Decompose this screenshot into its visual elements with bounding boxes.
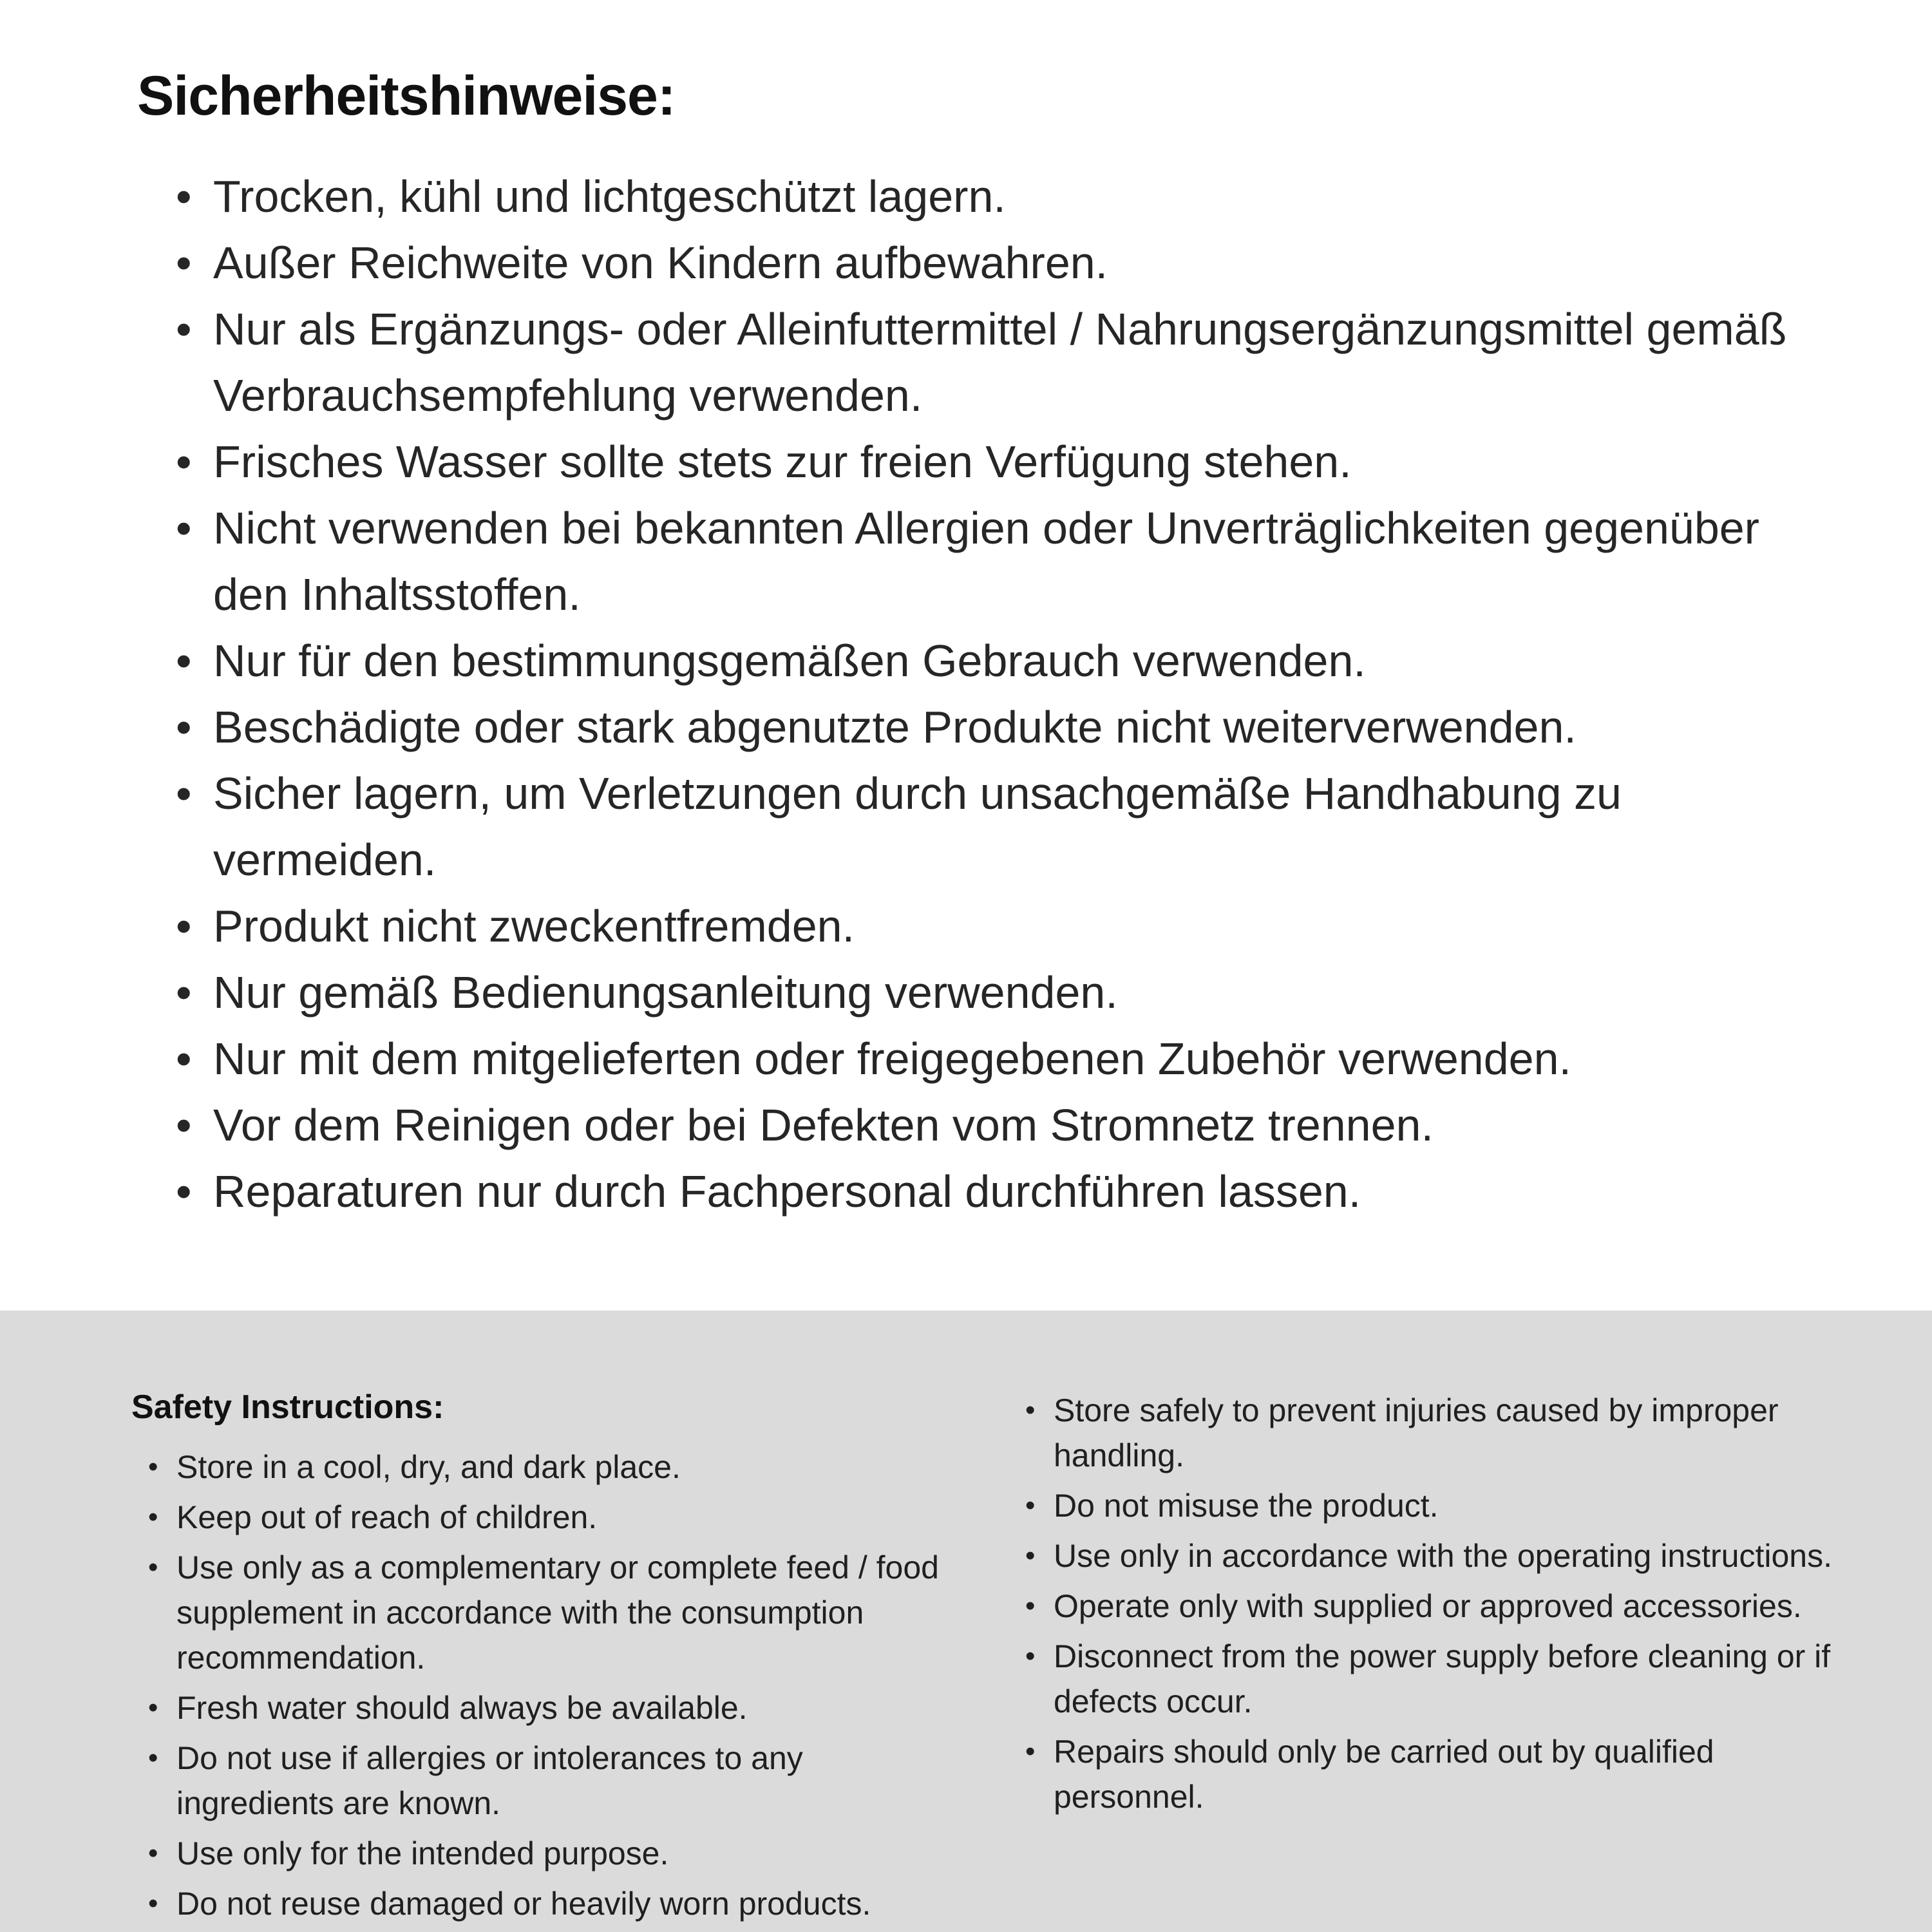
- english-safety-list-right: [1025, 1388, 1842, 1819]
- english-safety-item: • Use only as a complementary or complete feed / food supplement in accordance with the consumption recommendation.: [148, 1545, 948, 1680]
- german-safety-item: • Vor dem Reinigen oder bei Defekten vom Stromnetz trennen.: [176, 1092, 1816, 1159]
- english-safety-item: • Repairs should only be carried out by qualified personnel.: [1025, 1729, 1842, 1819]
- english-safety-item: • Fresh water should always be available.: [148, 1685, 948, 1730]
- english-safety-item: • Use only in accordance with the operating instructions.: [1025, 1533, 1842, 1578]
- german-safety-item: • Beschädigte oder stark abgenutzte Produkte nicht weiterverwenden.: [176, 694, 1816, 761]
- english-safety-item: • Do not reuse damaged or heavily worn products.: [148, 1881, 948, 1926]
- german-safety-item: • Frisches Wasser sollte stets zur freien Verfügung stehen.: [176, 429, 1816, 495]
- english-safety-section: [0, 1311, 1932, 1932]
- german-safety-item: • Außer Reichweite von Kindern aufbewahren.: [176, 230, 1816, 296]
- english-section-title: Safety Instructions:: [131, 1388, 444, 1426]
- english-right-column: [1025, 1388, 1842, 1932]
- english-safety-item: • Use only for the intended purpose.: [148, 1831, 948, 1876]
- german-safety-item: • Nur für den bestimmungsgemäßen Gebrauch verwenden.: [176, 628, 1816, 694]
- english-safety-item: • Do not use if allergies or intolerances to any ingredients are known.: [148, 1736, 948, 1826]
- german-safety-item: • Sicher lagern, um Verletzungen durch unsachgemäße Handhabung zu vermeiden.: [176, 761, 1816, 893]
- english-safety-item: • Keep out of reach of children.: [148, 1495, 948, 1540]
- german-safety-list: [137, 164, 1816, 1225]
- english-safety-item: • Store safely to prevent injuries caused by improper handling.: [1025, 1388, 1842, 1478]
- german-section-title: Sicherheitshinweise:: [137, 65, 676, 127]
- english-safety-item: • Do not misuse the product.: [1025, 1483, 1842, 1528]
- german-safety-item: • Trocken, kühl und lichtgeschützt lagern.: [176, 164, 1816, 230]
- german-safety-item: • Nur gemäß Bedienungsanleitung verwenden.: [176, 960, 1816, 1026]
- german-safety-item: • Nur mit dem mitgelieferten oder freigegebenen Zubehör verwenden.: [176, 1026, 1816, 1092]
- english-safety-item: • Store in a cool, dry, and dark place.: [148, 1444, 948, 1490]
- german-safety-item: • Produkt nicht zweckentfremden.: [176, 893, 1816, 960]
- german-safety-item: • Nicht verwenden bei bekannten Allergien oder Unverträglichkeiten gegenüber den Inhaltsstoffen.: [176, 495, 1816, 628]
- english-left-column: [131, 1388, 948, 1932]
- german-safety-item: • Reparaturen nur durch Fachpersonal durchführen lassen.: [176, 1159, 1816, 1225]
- english-safety-item: • Disconnect from the power supply before cleaning or if defects occur.: [1025, 1634, 1842, 1724]
- english-safety-list-left: [131, 1444, 948, 1926]
- german-safety-item: • Nur als Ergänzungs- oder Alleinfuttermittel / Nahrungsergänzungsmittel gemäß Verbrauchsempfehlung verwenden.: [176, 296, 1816, 429]
- english-safety-item: • Operate only with supplied or approved accessories.: [1025, 1584, 1842, 1629]
